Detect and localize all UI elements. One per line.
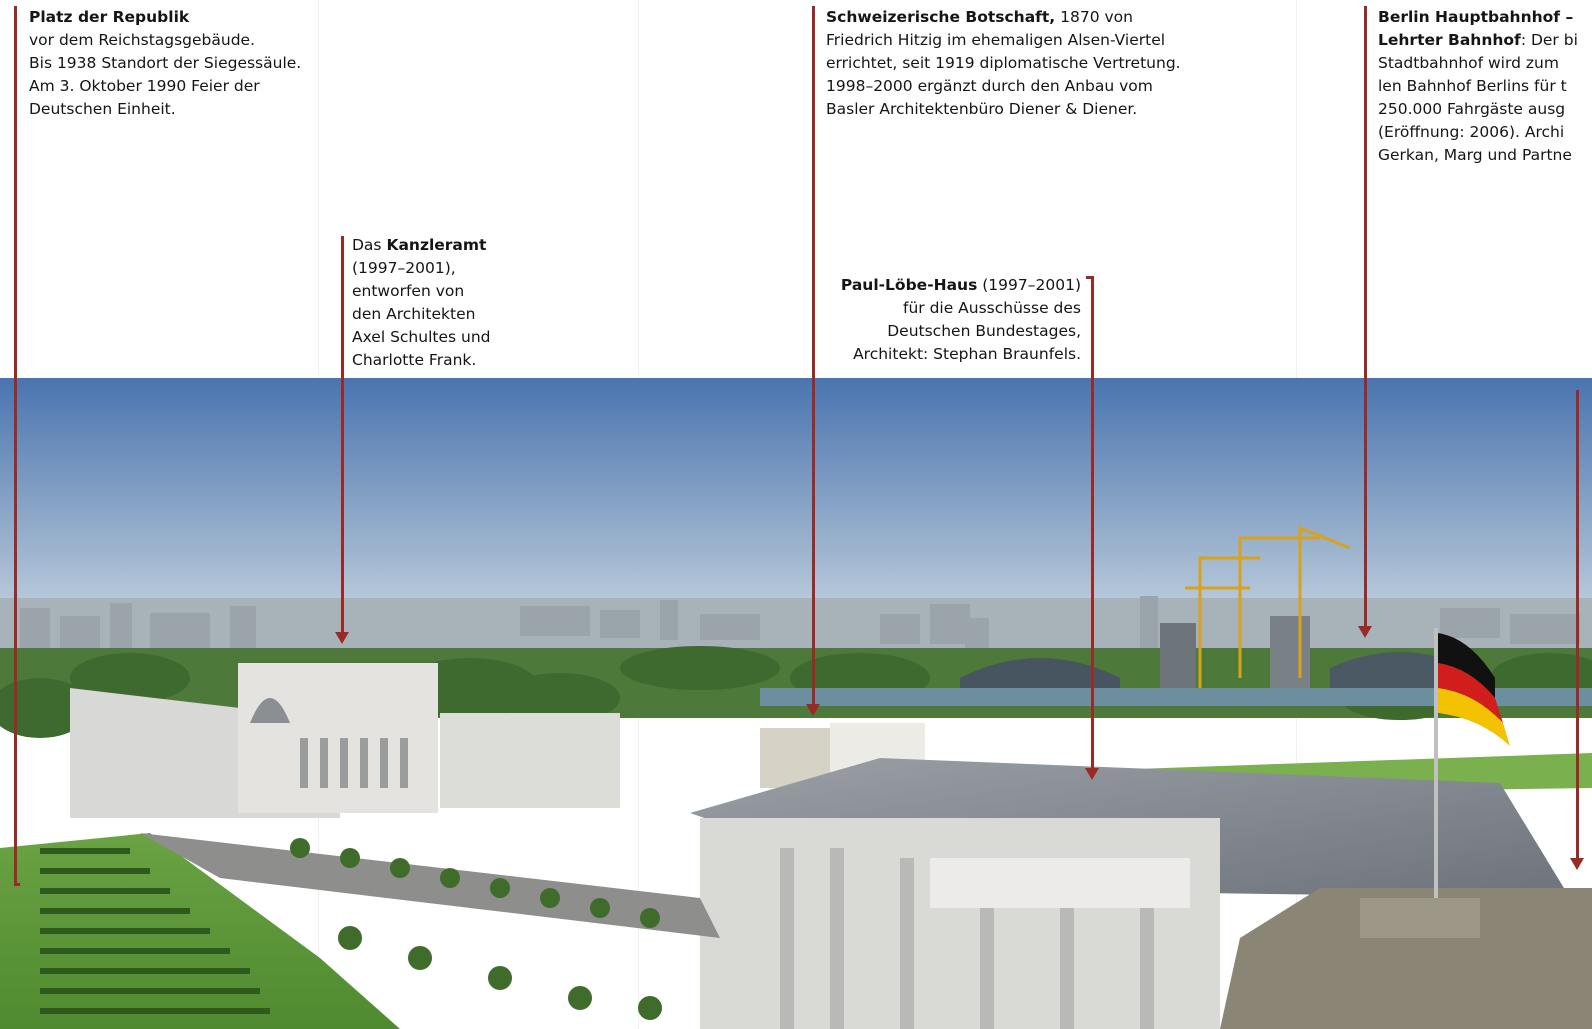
caption-platz-line-2: Bis 1938 Standort der Siegessäule. xyxy=(29,54,302,72)
pointer-loebe xyxy=(1091,276,1094,770)
arrow-kanzleramt xyxy=(335,632,349,644)
caption-kanzleramt-prefix: Das xyxy=(352,236,387,254)
paul-loebe-courtyard xyxy=(930,858,1190,908)
caption-kanzleramt-line-2: entworfen von xyxy=(352,282,465,300)
caption-kanzleramt-line-4: Axel Schultes und xyxy=(352,328,491,346)
caption-platz-line-1: vor dem Reichstagsgebäude. xyxy=(29,31,256,49)
caption-hauptbahnhof-title2-suffix: : Der bi xyxy=(1520,31,1578,49)
caption-botschaft-line-3: 1998–2000 ergänzt durch den Anbau vom xyxy=(826,77,1153,95)
caption-hauptbahnhof-title: Berlin Hauptbahnhof – xyxy=(1378,8,1574,26)
caption-kanzleramt-line-1: (1997–2001), xyxy=(352,259,456,277)
pointer-loebe-tick xyxy=(1086,276,1094,279)
caption-schweizerische-botschaft xyxy=(826,6,1206,121)
arrow-hauptbahnhof xyxy=(1358,626,1372,638)
pointer-reichstag-edge xyxy=(1576,390,1579,860)
caption-hauptbahnhof-line-1: Stadtbahnhof wird zum xyxy=(1378,54,1559,72)
caption-botschaft-line-1: Friedrich Hitzig im ehemaligen Alsen-Viertel xyxy=(826,31,1166,49)
reichstag-corner-tower xyxy=(1360,898,1480,938)
caption-platz-der-republik xyxy=(29,6,319,121)
bleed-through-text-left xyxy=(40,140,200,360)
caption-loebe-title: Paul-Löbe-Haus xyxy=(840,276,978,294)
panorama-photo xyxy=(0,378,1592,1029)
pointer-platz-foot xyxy=(14,883,20,886)
caption-loebe-line-3: Architekt: Stephan Braunfels. xyxy=(853,345,1081,363)
caption-paul-loebe-haus xyxy=(836,274,1081,366)
caption-hauptbahnhof-line-5: Gerkan, Marg und Partne xyxy=(1378,146,1572,164)
caption-loebe-line-2: Deutschen Bundestages, xyxy=(887,322,1081,340)
caption-berlin-hauptbahnhof xyxy=(1378,6,1592,167)
caption-platz-line-3: Am 3. Oktober 1990 Feier der xyxy=(29,77,260,95)
kanzleramt-annex xyxy=(440,713,620,808)
arrow-reichstag-edge xyxy=(1570,858,1584,870)
pointer-kanzleramt xyxy=(341,236,344,634)
caption-platz-line-4: Deutschen Einheit. xyxy=(29,100,176,118)
caption-hauptbahnhof-line-2: len Bahnhof Berlins für t xyxy=(1378,77,1567,95)
pointer-botschaft xyxy=(812,6,815,706)
panorama-illustration xyxy=(0,378,1592,1029)
caption-kanzleramt-line-5: Charlotte Frank. xyxy=(352,351,477,369)
caption-platz-title: Platz der Republik xyxy=(29,8,190,26)
caption-hauptbahnhof-line-3: 250.000 Fahrgäste ausg xyxy=(1378,100,1566,118)
flagpole xyxy=(1434,628,1438,898)
caption-botschaft-line-4: Basler Architektenbüro Diener & Diener. xyxy=(826,100,1138,118)
caption-loebe-title-suffix: (1997–2001) xyxy=(977,276,1081,294)
caption-kanzleramt xyxy=(352,234,552,372)
caption-hauptbahnhof-title2: Lehrter Bahnhof xyxy=(1378,31,1521,49)
caption-kanzleramt-line-3: den Architekten xyxy=(352,305,476,323)
pointer-hauptbahnhof xyxy=(1364,6,1367,628)
caption-botschaft-title: Schweizerische Botschaft, xyxy=(826,8,1056,26)
arrow-loebe xyxy=(1085,768,1099,780)
caption-hauptbahnhof-line-4: (Eröffnung: 2006). Archi xyxy=(1378,123,1565,141)
caption-botschaft-title-suffix: 1870 von xyxy=(1055,8,1133,26)
caption-botschaft-line-2: errichtet, seit 1919 diplomatische Vertretung. xyxy=(826,54,1181,72)
caption-kanzleramt-title: Kanzleramt xyxy=(386,236,487,254)
pointer-platz xyxy=(14,6,17,886)
arrow-botschaft xyxy=(806,704,820,716)
caption-loebe-line-1: für die Ausschüsse des xyxy=(902,299,1081,317)
